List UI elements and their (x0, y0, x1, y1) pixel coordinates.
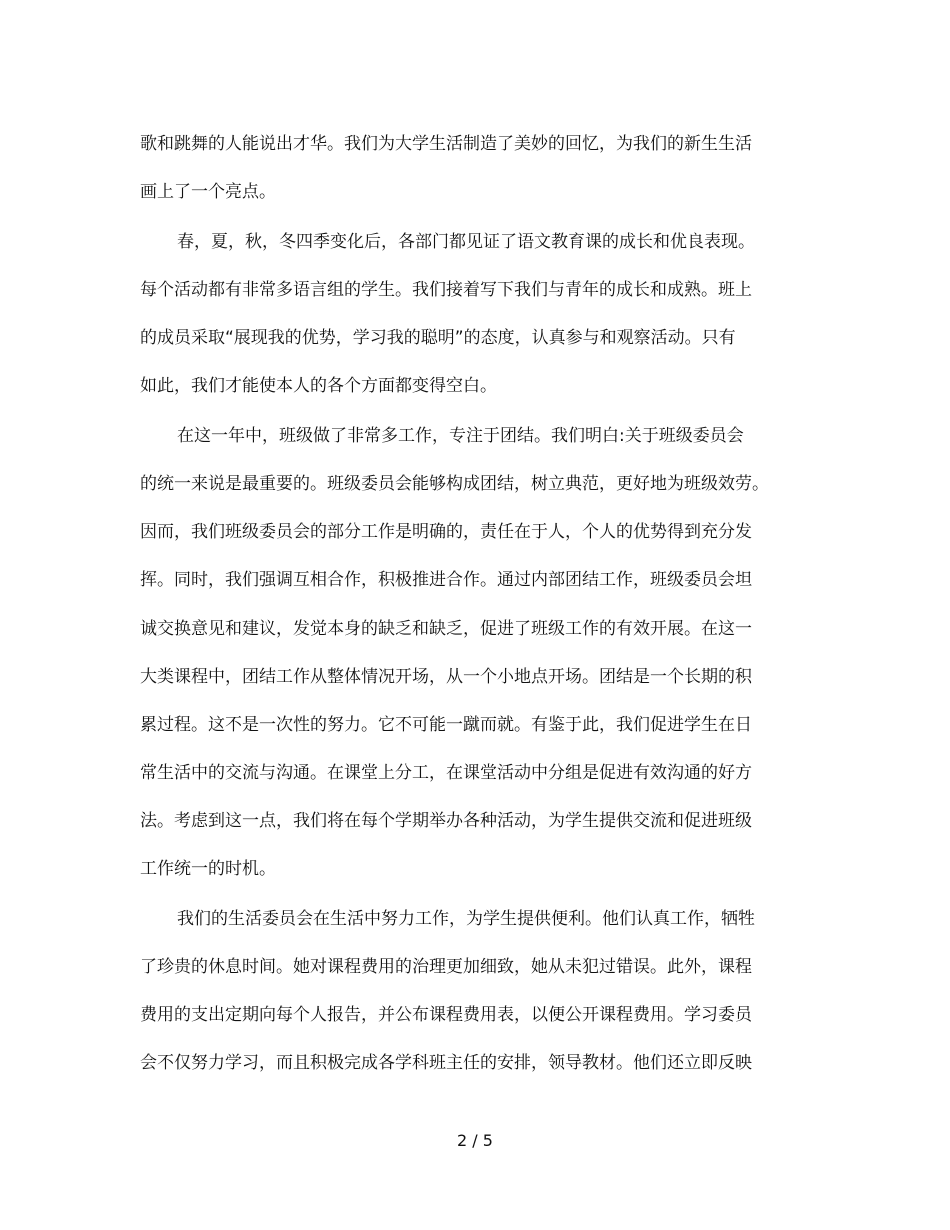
text-line-4: 每个活动都有非常多语言组的学生。我们接着写下我们与青年的成长和成熟。班上 (140, 280, 752, 300)
text-line-15: 法。考虑到这一点，我们将在每个学期举办各种活动，为学生提供交流和促进班级 (140, 811, 752, 831)
text-line-13: 累过程。这不是一次性的努力。它不可能一蹴而就。有鉴于此，我们促进学生在日 (140, 715, 752, 735)
paragraph-start-line: 在这一年中，班级做了非常多工作，专注于团结。我们明白:关于班级委员会 (177, 426, 744, 446)
text-line-12: 大类课程中，团结工作从整体情况开场，从一个小地点开场。团结是一个长期的积 (140, 667, 752, 687)
paragraph-start-line: 我们的生活委员会在生活中努力工作，为学生提供便利。他们认真工作，牺牲 (177, 909, 755, 929)
text-line-18: 了珍贵的休息时间。她对课程费用的治理更加细致，她从未犯过错误。此外，课程 (140, 957, 752, 977)
text-line-11: 诚交换意见和建议，发觉本身的缺乏和缺乏，促进了班级工作的有效开展。在这一 (140, 619, 752, 639)
page-number: 2 / 5 (457, 1131, 493, 1150)
paragraph-start-line: 春，夏，秋，冬四季变化后，各部门都见证了语文教育课的成长和优良表现。 (177, 232, 755, 252)
text-line-2: 画上了一个亮点。 (140, 182, 276, 202)
text-line-16: 工作统一的时机。 (140, 859, 276, 879)
text-line-14: 常生活中的交流与沟通。在课堂上分工，在课堂活动中分组是促进有效沟通的好方 (140, 763, 752, 783)
text-line-20: 会不仅努力学习，而且积极完成各学科班主任的安排，领导教材。他们还立即反映 (140, 1053, 752, 1073)
text-line-19: 费用的支出定期向每个人报告，并公布课程费用表，以便公开课程费用。学习委员 (140, 1005, 752, 1025)
text-line-5: 的成员采取“展现我的优势，学习我的聪明”的态度，认真参与和观察活动。只有 (140, 328, 736, 348)
text-line-6: 如此，我们才能使本人的各个方面都变得空白。 (140, 376, 497, 396)
text-line-8: 的统一来说是最重要的。班级委员会能够构成团结，树立典范，更好地为班级效劳。 (140, 474, 769, 494)
text-line-1: 歌和跳舞的人能说出才华。我们为大学生活制造了美妙的回忆，为我们的新生生活 (140, 134, 752, 154)
text-line-9: 因而，我们班级委员会的部分工作是明确的，责任在于人，个人的优势得到充分发 (140, 522, 752, 542)
text-line-10: 挥。同时，我们强调互相合作，积极推进合作。通过内部团结工作，班级委员会坦 (140, 570, 752, 590)
